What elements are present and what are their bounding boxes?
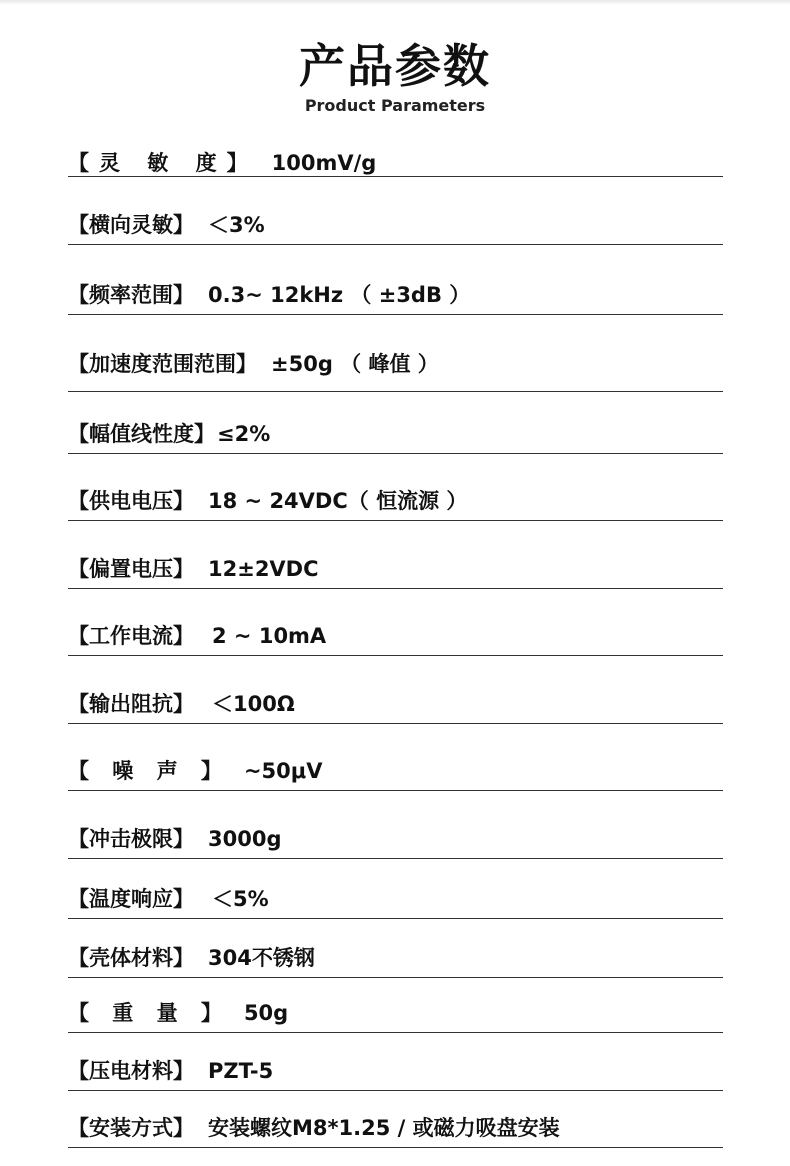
param-value: 安装螺纹M8*1.25 / 或磁力吸盘安装 bbox=[208, 1116, 560, 1140]
param-value: ±50g （ 峰值 ） bbox=[271, 352, 439, 376]
param-row-transverse-sensitivity bbox=[68, 207, 723, 245]
param-value: ＜3% bbox=[208, 213, 265, 237]
param-label: 【工作电流】 bbox=[68, 624, 194, 648]
param-label: 【供电电压】 bbox=[68, 489, 194, 513]
param-row-amplitude-linearity bbox=[68, 418, 723, 454]
param-value: ~50μV bbox=[243, 759, 323, 783]
page-subtitle: Product Parameters bbox=[304, 96, 486, 115]
param-label: 【 重 量 】 bbox=[68, 1001, 230, 1025]
param-row-piezo-material bbox=[68, 1054, 723, 1091]
param-label: 【频率范围】 bbox=[68, 283, 194, 307]
param-label: 【偏置电压】 bbox=[68, 557, 194, 581]
param-label: 【幅值线性度】 bbox=[68, 422, 215, 446]
param-value: 3000g bbox=[208, 827, 282, 851]
param-label: 【冲击极限】 bbox=[68, 827, 194, 851]
param-value: ＜5% bbox=[212, 887, 269, 911]
param-value: 18 ~ 24VDC（ 恒流源 ） bbox=[208, 489, 468, 513]
param-value: PZT-5 bbox=[208, 1059, 274, 1083]
param-row-frequency-range bbox=[68, 277, 723, 315]
param-row-sensitivity bbox=[68, 140, 723, 177]
param-value: 2 ~ 10mA bbox=[212, 624, 327, 648]
top-shadow-strip bbox=[0, 0, 790, 5]
param-label: 【加速度范围范围】 bbox=[68, 352, 257, 376]
param-row-housing-material bbox=[68, 942, 723, 978]
param-row-supply-voltage bbox=[68, 484, 723, 521]
param-row-acceleration-range bbox=[68, 345, 723, 392]
param-label: 【温度响应】 bbox=[68, 887, 194, 911]
page-title: 产品参数 bbox=[299, 39, 491, 93]
param-row-output-impedance bbox=[68, 686, 723, 724]
param-row-mounting-method bbox=[68, 1112, 723, 1148]
param-row-bias-voltage bbox=[68, 552, 723, 589]
param-value: 50g bbox=[243, 1001, 289, 1025]
param-label: 【横向灵敏】 bbox=[68, 213, 194, 237]
param-value: 0.3~ 12kHz （ ±3dB ） bbox=[208, 283, 471, 307]
param-row-temperature-response bbox=[68, 884, 723, 919]
param-label: 【压电材料】 bbox=[68, 1059, 194, 1083]
param-value: 12±2VDC bbox=[208, 557, 319, 581]
param-label: 【安装方式】 bbox=[68, 1116, 194, 1140]
param-value: ≤2% bbox=[217, 422, 271, 446]
param-row-noise bbox=[68, 754, 723, 791]
param-row-weight bbox=[68, 997, 723, 1033]
param-row-operating-current bbox=[68, 619, 723, 656]
param-label: 【壳体材料】 bbox=[68, 946, 194, 970]
param-value: 304不锈钢 bbox=[208, 946, 315, 970]
param-label: 【输出阻抗】 bbox=[68, 692, 194, 716]
param-value: ＜100Ω bbox=[212, 692, 295, 716]
param-row-shock-limit bbox=[68, 821, 723, 859]
param-label: 【 噪 声 】 bbox=[68, 759, 230, 783]
param-label: 【灵 敏 度】 bbox=[68, 151, 258, 175]
param-value: 100mV/g bbox=[271, 151, 377, 175]
